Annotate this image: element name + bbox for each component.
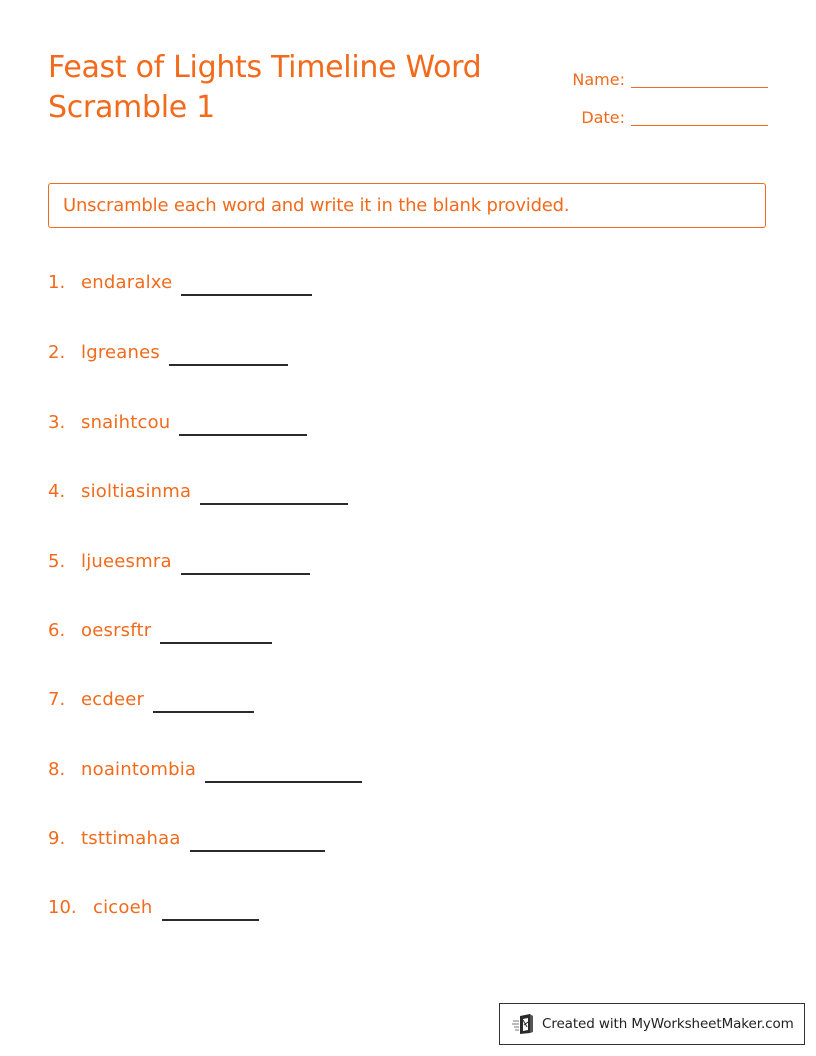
item-number: 6.: [48, 620, 66, 641]
item-number: 4.: [48, 481, 66, 502]
scrambled-word: cicoeh: [93, 897, 153, 918]
answer-blank[interactable]: [179, 434, 307, 436]
scrambled-word: noaintombia: [81, 759, 197, 780]
scrambled-word: ljueesmra: [81, 551, 172, 572]
instructions-box: [48, 183, 766, 228]
item-number: 5.: [48, 551, 66, 572]
instructions-text: Unscramble each word and write it in the blank provided.: [63, 195, 570, 216]
list-item: [48, 270, 312, 296]
list-item: [48, 549, 310, 575]
date-label: Date:: [581, 108, 625, 127]
list-item: [48, 479, 348, 505]
scrambled-word: endaralxe: [81, 272, 173, 293]
list-item: [48, 410, 307, 436]
item-number: 1.: [48, 272, 66, 293]
item-number: 3.: [48, 412, 66, 433]
list-item: [48, 618, 272, 644]
date-blank[interactable]: [631, 125, 768, 126]
answer-blank[interactable]: [153, 711, 254, 713]
item-number: 8.: [48, 759, 66, 780]
answer-blank[interactable]: [181, 294, 312, 296]
student-info: [528, 52, 768, 128]
item-number: 10.: [48, 897, 77, 918]
answer-blank[interactable]: [190, 850, 325, 852]
answer-blank[interactable]: [181, 573, 310, 575]
scrambled-word: tsttimahaa: [81, 828, 181, 849]
scrambled-word: oesrsftr: [81, 620, 152, 641]
scrambled-word: lgreanes: [81, 342, 160, 363]
answer-blank[interactable]: [160, 642, 272, 644]
scrambled-word: ecdeer: [81, 689, 145, 710]
answer-blank[interactable]: [162, 919, 259, 921]
list-item: [48, 340, 288, 366]
answer-blank[interactable]: [169, 364, 288, 366]
list-item: [48, 687, 254, 713]
worksheet-maker-logo-icon: [512, 1013, 536, 1035]
scrambled-word: snaihtcou: [81, 412, 171, 433]
footer-credit[interactable]: [499, 1003, 805, 1045]
item-number: 2.: [48, 342, 66, 363]
answer-blank[interactable]: [205, 781, 362, 783]
name-blank[interactable]: [631, 87, 768, 88]
list-item: [48, 895, 259, 921]
date-field: [528, 90, 768, 128]
list-item: [48, 826, 325, 852]
item-number: 7.: [48, 689, 66, 710]
item-number: 9.: [48, 828, 66, 849]
list-item: [48, 757, 362, 783]
scrambled-word: sioltiasinma: [81, 481, 192, 502]
name-label: Name:: [572, 70, 625, 89]
footer-text: Created with MyWorksheetMaker.com: [542, 1016, 794, 1032]
name-field: [528, 52, 768, 90]
answer-blank[interactable]: [200, 503, 348, 505]
page-title: Feast of Lights Timeline Word Scramble 1: [48, 50, 482, 125]
